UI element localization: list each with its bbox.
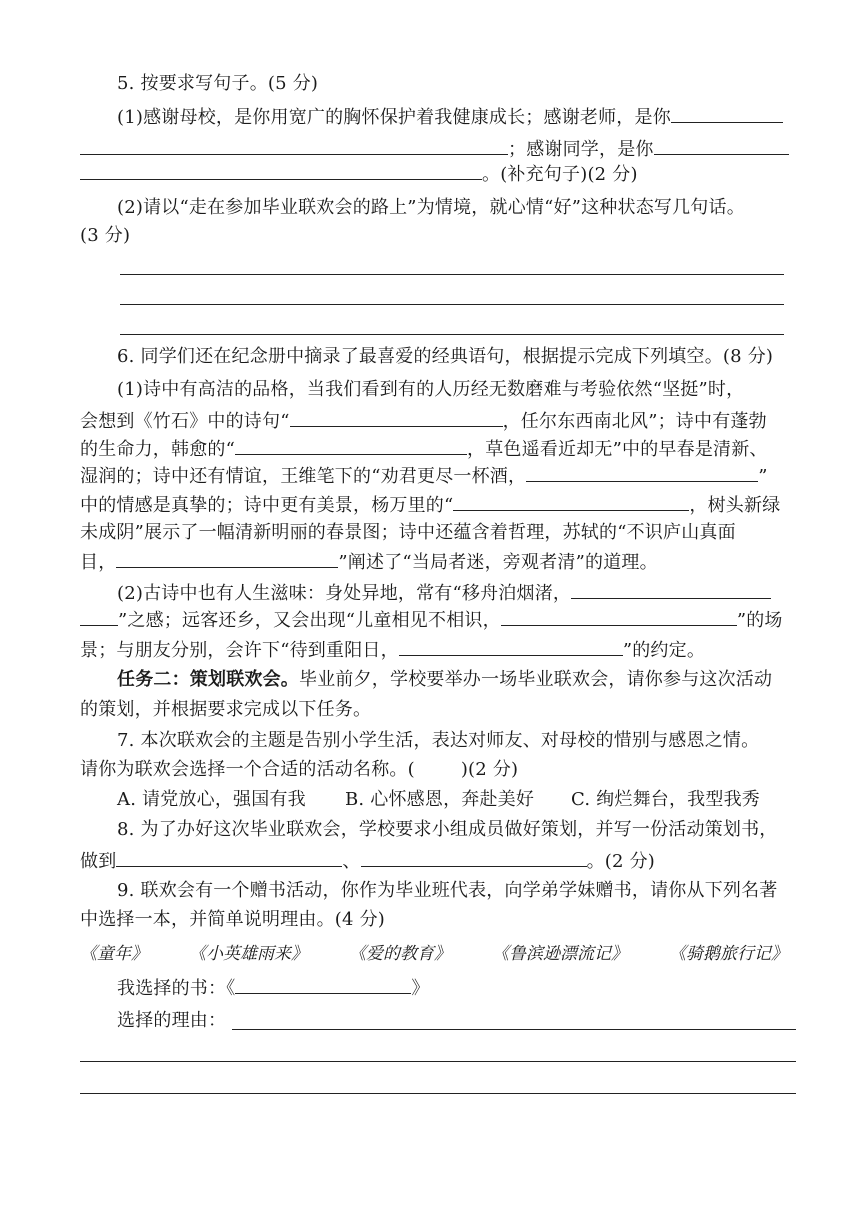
q7-line2: 请你为联欢会选择一个合适的活动名称。( )(2 分) [80, 759, 519, 780]
q6-line10: 景；与朋友分别，会许下“待到重阳日， ”的约定。 [80, 637, 705, 663]
q6-line5: 中的情感是真挚的；诗中更有美景，杨万里的“ ，树头新绿 [80, 492, 780, 518]
q9-reason-line: 选择的理由： [117, 1010, 227, 1031]
q5-blank-1[interactable] [671, 104, 783, 123]
q9-reason-line-3[interactable] [80, 1093, 796, 1094]
q5-part1-line3: 。(补充句子)(2 分) [80, 161, 638, 187]
q5-part1-line2: ；感谢同学，是你 [80, 136, 789, 162]
q6-line9: ”之感；远客还乡，又会出现“儿童相见不相识， ”的场 [80, 607, 783, 633]
q6-line6: 未成阴”展示了一幅清新明丽的春景图；诗中还蕴含着哲理，苏轼的“不识庐山真面 [80, 522, 736, 543]
q6-blank-6b[interactable] [80, 607, 118, 626]
q8-blank-1[interactable] [116, 848, 342, 867]
task2-label: 任务二：策划联欢会。 [117, 669, 299, 690]
q7-line1: 7. 本次联欢会的主题是告别小学生活，表达对师友、对母校的惜别与感恩之情。 [117, 730, 760, 751]
q6-line3: 的生命力，韩愈的“ ，草色遥看近却无”中的早春是清新、 [80, 436, 768, 462]
q8-line1: 8. 为了办好这次毕业联欢会，学校要求小组成员做好策划，并写一份活动策划书， [117, 819, 778, 840]
q9-reason-line-1[interactable] [232, 1029, 796, 1030]
book-list [80, 942, 788, 966]
q6-title: 6. 同学们还在纪念册中摘录了最喜爱的经典语句，根据提示完成下列填空。(8 分) [117, 346, 774, 367]
q6-line7: 目， ”阐述了“当局者迷，旁观者清”的道理。 [80, 549, 658, 575]
q6-line1: (1)诗中有高洁的品格，当我们看到有的人历经无数磨难与考验依然“坚挺”时， [117, 379, 745, 400]
q7-option-c[interactable]: C. 绚烂舞台，我型我秀 [571, 789, 760, 810]
q5-part2-line2: (3 分) [80, 225, 131, 246]
q7-option-b[interactable]: B. 心怀感恩，奔赴美好 [345, 789, 535, 810]
q9-reason-line-2[interactable] [80, 1061, 796, 1062]
q5-part1-line1: (1)感谢母校，是你用宽广的胸怀保护着我健康成长；感谢老师，是你 [117, 104, 783, 130]
q5-answer-line-2[interactable] [120, 304, 784, 305]
q5-blank-2[interactable] [80, 136, 508, 155]
q5-answer-line-1[interactable] [120, 274, 784, 275]
q6-line8: (2)古诗中也有人生滋味：身处异地，常有“移舟泊烟渚， [117, 580, 771, 606]
q5-blank-4[interactable] [80, 161, 482, 180]
book-item[interactable]: 《爱的教育》 [349, 944, 451, 964]
task2-line1: 任务二：策划联欢会。毕业前夕，学校要举办一场毕业联欢会，请你参与这次活动 [117, 669, 773, 690]
q6-blank-6a[interactable] [571, 580, 771, 599]
q8-blank-2[interactable] [361, 848, 587, 867]
q5-answer-line-3[interactable] [120, 334, 784, 335]
q9-line1: 9. 联欢会有一个赠书活动，你作为毕业班代表，向学弟学妹赠书，请你从下列名著 [117, 880, 778, 901]
book-item[interactable]: 《童年》 [80, 944, 148, 964]
q8-line2: 做到 、 。(2 分) [80, 848, 655, 874]
q5-part2-line1: (2)请以“走在参加毕业联欢会的路上”为情境，就心情“好”这种状态写几句话。 [117, 197, 745, 218]
q9-choice-line: 我选择的书：《 》 [117, 975, 430, 1001]
task2-line2: 的策划，并根据要求完成以下任务。 [80, 699, 372, 720]
book-item[interactable]: 《骑鹅旅行记》 [669, 944, 788, 964]
q6-blank-2[interactable] [235, 436, 467, 455]
q6-line2: 会想到《竹石》中的诗句“ ，任尔东西南北风”；诗中有蓬勃 [80, 408, 767, 434]
q6-line4: 湿润的；诗中还有情谊，王维笔下的“劝君更尽一杯酒， ” [80, 463, 768, 489]
q6-blank-8[interactable] [399, 637, 623, 656]
book-item[interactable]: 《鲁滨逊漂流记》 [492, 944, 628, 964]
q6-blank-4[interactable] [453, 492, 689, 511]
book-item[interactable]: 《小英雄雨来》 [189, 944, 308, 964]
q6-blank-5[interactable] [116, 549, 338, 568]
q7-option-a[interactable]: A. 请党放心，强国有我 [117, 789, 306, 810]
q5-title: 5. 按要求写句子。(5 分) [117, 73, 319, 94]
q5-blank-3[interactable] [654, 136, 789, 155]
q6-blank-7[interactable] [501, 607, 737, 626]
q6-blank-1[interactable] [290, 408, 503, 427]
q9-book-blank[interactable] [235, 975, 411, 994]
q6-blank-3[interactable] [526, 463, 758, 482]
q9-line2: 中选择一本，并简单说明理由。(4 分) [80, 909, 386, 930]
